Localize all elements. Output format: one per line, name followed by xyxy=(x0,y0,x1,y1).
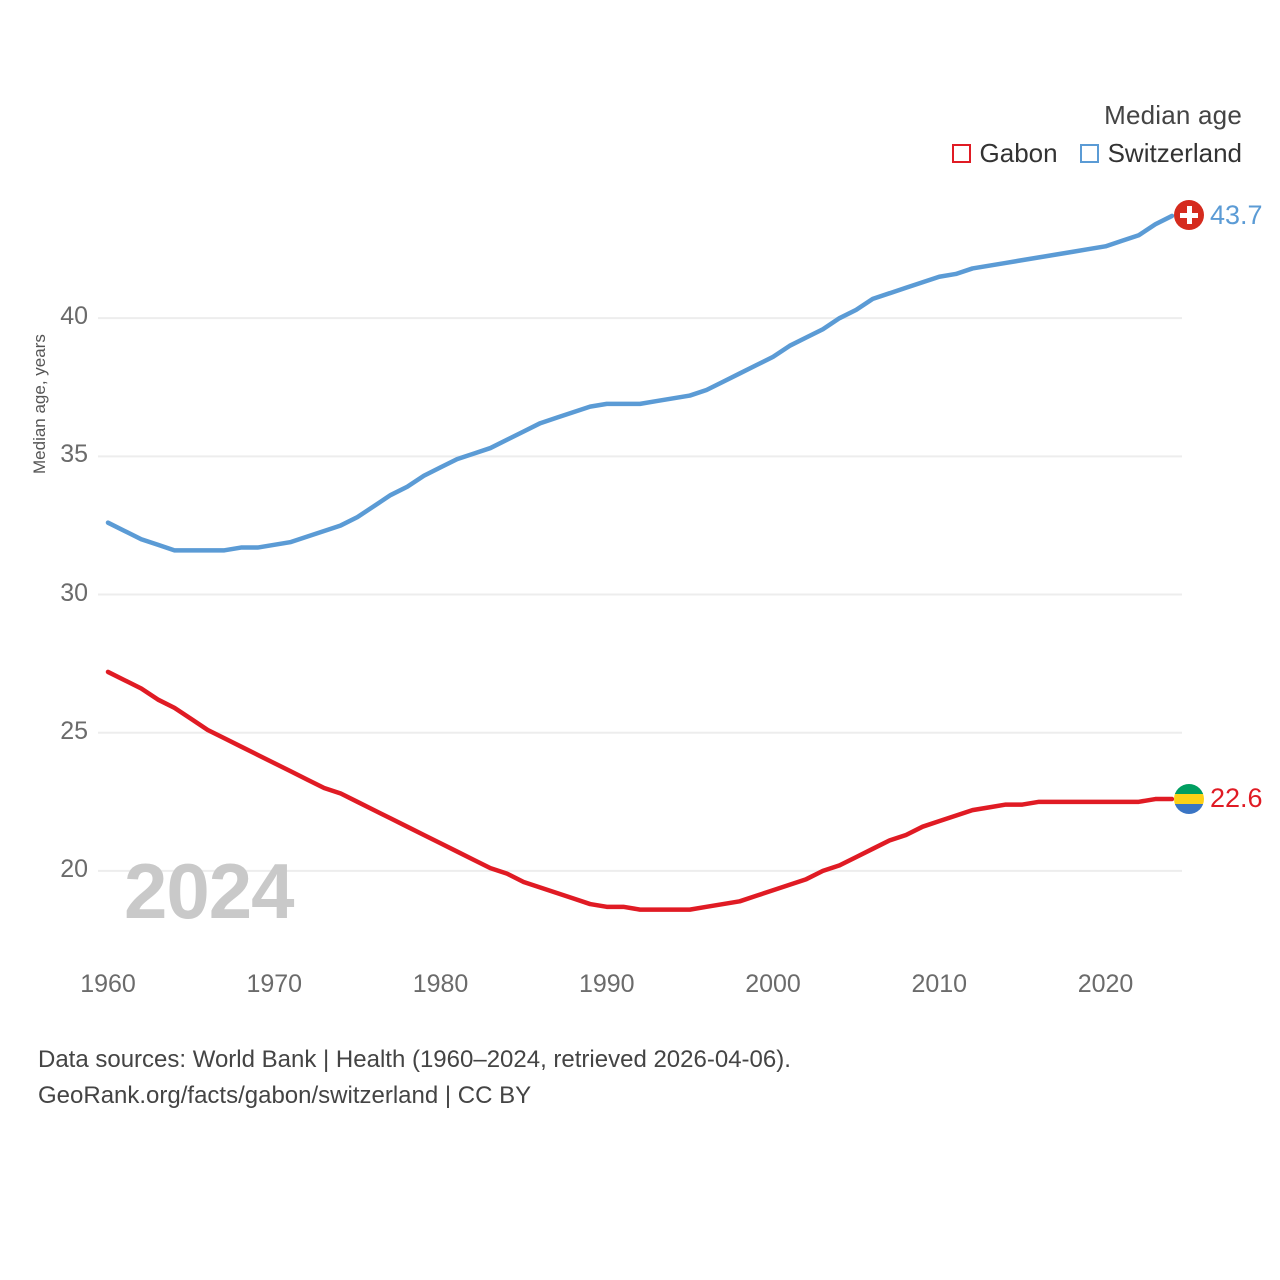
x-tick-label: 1970 xyxy=(246,970,303,998)
switzerland-endpoint-value: 43.7 xyxy=(1210,199,1263,230)
legend-title: Median age xyxy=(1104,100,1242,130)
gabon-flag-icon xyxy=(1174,784,1204,814)
y-axis-title: Median age, years xyxy=(30,334,49,474)
x-tick-label: 2000 xyxy=(745,970,801,998)
year-watermark: 2024 xyxy=(124,847,294,935)
y-tick-label: 40 xyxy=(60,302,88,331)
y-tick-label: 20 xyxy=(60,854,88,883)
gridlines xyxy=(98,318,1182,871)
gabon-endpoint-value: 22.6 xyxy=(1210,783,1263,814)
legend-label-gabon: Gabon xyxy=(979,138,1058,168)
footer-note xyxy=(38,1042,791,1114)
series-line-switzerland xyxy=(108,216,1172,550)
switzerland-flag-icon xyxy=(1174,200,1204,230)
legend-label-switzerland: Switzerland xyxy=(1107,138,1242,168)
y-tick-label: 35 xyxy=(60,440,88,469)
gabon-endpoint xyxy=(1174,783,1263,814)
x-tick-label: 1990 xyxy=(578,970,635,998)
footer-line-2: GeoRank.org/facts/gabon/switzerland | CC BY xyxy=(38,1082,532,1109)
footer-line-1: Data sources: World Bank | Health (1960–2024, retrieved 2026-04-06). xyxy=(38,1046,791,1073)
x-tick-label: 2010 xyxy=(911,970,968,998)
y-tick-label: 30 xyxy=(60,578,88,607)
x-tick-label: 1960 xyxy=(80,970,136,998)
y-tick-label: 25 xyxy=(60,716,88,745)
x-tick-label: 1980 xyxy=(412,970,469,998)
switzerland-endpoint xyxy=(1174,200,1263,231)
x-tick-label: 2020 xyxy=(1077,970,1134,998)
